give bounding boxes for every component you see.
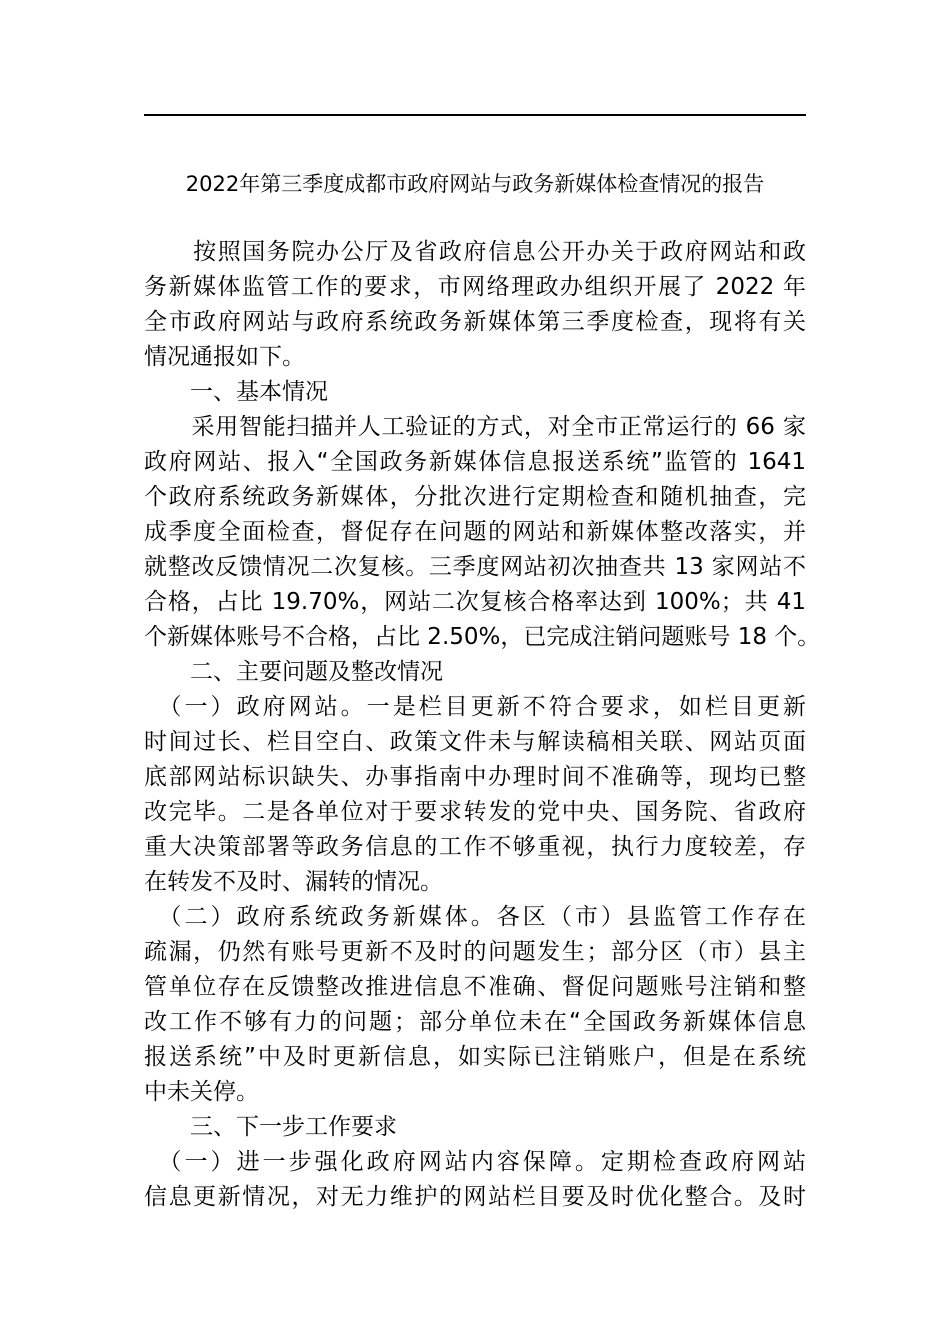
body-line: 在转发不及时、漏转的情况。 <box>144 869 443 895</box>
header-rule <box>144 114 806 116</box>
body-line: （一）进一步强化政府网站内容保障。定期检查政府网站 <box>144 1149 806 1175</box>
body-line: 全市政府网站与政府系统政务新媒体第三季度检查，现将有关 <box>144 309 806 335</box>
body-line: 时间过长、栏目空白、政策文件未与解读稿相关联、网站页面 <box>144 729 806 755</box>
body-line: 改工作不够有力的问题；部分单位未在“全国政务新媒体信息 <box>144 1009 806 1035</box>
body-line: 中未关停。 <box>144 1079 259 1105</box>
body-line: 重大决策部署等政务信息的工作不够重视，执行力度较差，存 <box>144 834 806 860</box>
body-line: 底部网站标识缺失、办事指南中办理时间不准确等，现均已整 <box>144 764 806 790</box>
body-line: 报送系统”中及时更新信息，如实际已注销账户，但是在系统 <box>144 1044 806 1070</box>
body-line: 个政府系统政务新媒体，分批次进行定期检查和随机抽查，完 <box>144 484 806 510</box>
section-heading: 二、主要问题及整改情况 <box>144 659 443 685</box>
body-line: 疏漏，仍然有账号更新不及时的问题发生；部分区（市）县主 <box>144 939 806 965</box>
document-title: 2022年第三季度成都市政府网站与政务新媒体检查情况的报告 <box>185 172 765 196</box>
body-line: 管单位存在反馈整改推进信息不准确、督促问题账号注销和整 <box>144 974 806 1000</box>
body-line: 信息更新情况，对无力维护的网站栏目要及时优化整合。及时 <box>144 1184 806 1210</box>
body-line: 就整改反馈情况二次复核。三季度网站初次抽查共 13 家网站不 <box>144 554 806 580</box>
body-line: 务新媒体监管工作的要求，市网络理政办组织开展了 2022 年 <box>144 274 806 300</box>
body-line: 改完毕。二是各单位对于要求转发的党中央、国务院、省政府 <box>144 799 806 825</box>
body-line: 按照国务院办公厅及省政府信息公开办关于政府网站和政 <box>144 239 806 265</box>
body-line: 个新媒体账号不合格，占比 2.50%，已完成注销问题账号 18 个。 <box>144 624 821 650</box>
body-line: 情况通报如下。 <box>144 344 305 370</box>
body-line: （一）政府网站。一是栏目更新不符合要求，如栏目更新 <box>144 694 806 720</box>
section-heading: 三、下一步工作要求 <box>144 1114 397 1140</box>
body-line: 合格，占比 19.70%，网站二次复核合格率达到 100%；共 41 <box>144 589 806 615</box>
body-line: （二）政府系统政务新媒体。各区（市）县监管工作存在 <box>144 904 806 930</box>
body-line: 政府网站、报入“全国政务新媒体信息报送系统”监管的 1641 <box>144 449 806 475</box>
body-line: 成季度全面检查，督促存在问题的网站和新媒体整改落实，并 <box>144 519 806 545</box>
body-line: 采用智能扫描并人工验证的方式，对全市正常运行的 66 家 <box>144 414 806 440</box>
section-heading: 一、基本情况 <box>144 379 328 405</box>
